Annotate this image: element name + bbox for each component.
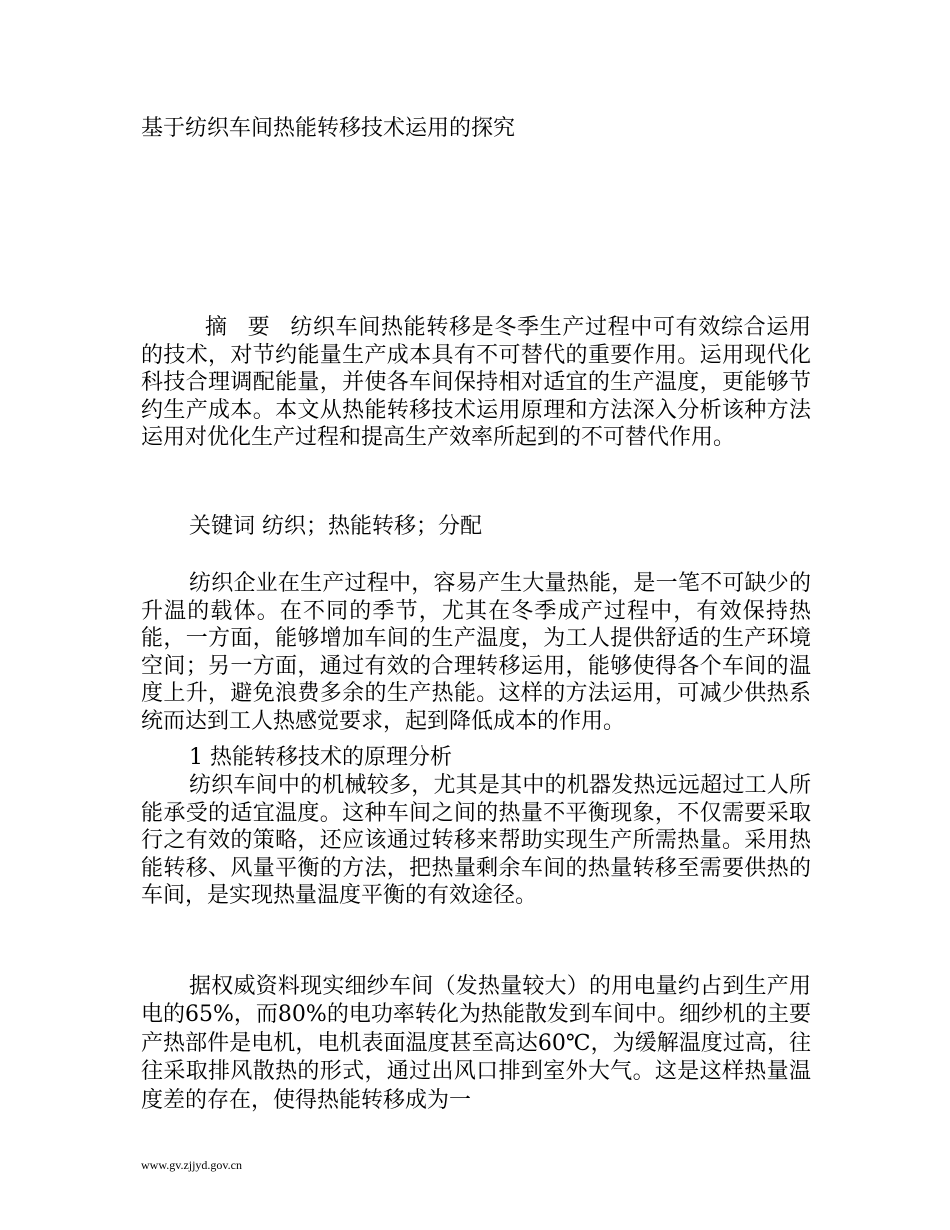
abstract-text: 纺织车间热能转移是冬季生产过程中可有效综合运用的技术，对节约能量生产成本具有不可替代的重要作用。运用现代化科技合理调配能量，并使各车间保持相对适宜的生产温度，更能够节约生产成本。本文从热能转移技术运用原理和方法深入分析该种方法运用对优化生产过程和提高生产效率所起到的不可替代作用。 [141,315,811,451]
section1-paragraph-2: 据权威资料现实细纱车间（发热量较大）的用电量约占到生产用电的65%，而80%的电功率转化为热能散发到车间中。细纱机的主要产热部件是电机，电机表面温度甚至高达60℃，为缓解温度过高，往往采取排风散热的形式，通过出风口排到室外大气。这是这样热量温度差的存在，使得热能转移成为一 [141,974,811,1113]
keywords-line: 关键词 纺织；热能转移；分配 [189,514,482,539]
footer-url: www.gv.zjjyd.gov.cn [141,1158,242,1172]
abstract-paragraph [141,314,811,452]
document-title: 基于纺织车间热能转移技术运用的探究 [141,116,516,141]
section1-paragraph: 纺织车间中的机械较多，尤其是其中的机器发热远远超过工人所能承受的适宜温度。这种车间之间的热量不平衡现象，不仅需要采取行之有效的策略，还应该通过转移来帮助实现生产所需热量。采用热能转移、风量平衡的方法，把热量剩余车间的热量转移至需要供热的车间，是实现热量温度平衡的有效途径。 [141,773,811,909]
intro-paragraph: 纺织企业在生产过程中，容易产生大量热能，是一笔不可缺少的升温的载体。在不同的季节，尤其在冬季成产过程中，有效保持热能，一方面，能够增加车间的生产温度，为工人提供舒适的生产环境空间；另一方面，通过有效的合理转移运用，能够使得各个车间的温度上升，避免浪费多余的生产热能。这样的方法运用，可减少供热系统而达到工人热感觉要求，起到降低成本的作用。 [141,571,811,734]
section1-heading: 1 热能转移技术的原理分析 [189,745,452,770]
abstract-label: 摘要 [205,315,291,340]
